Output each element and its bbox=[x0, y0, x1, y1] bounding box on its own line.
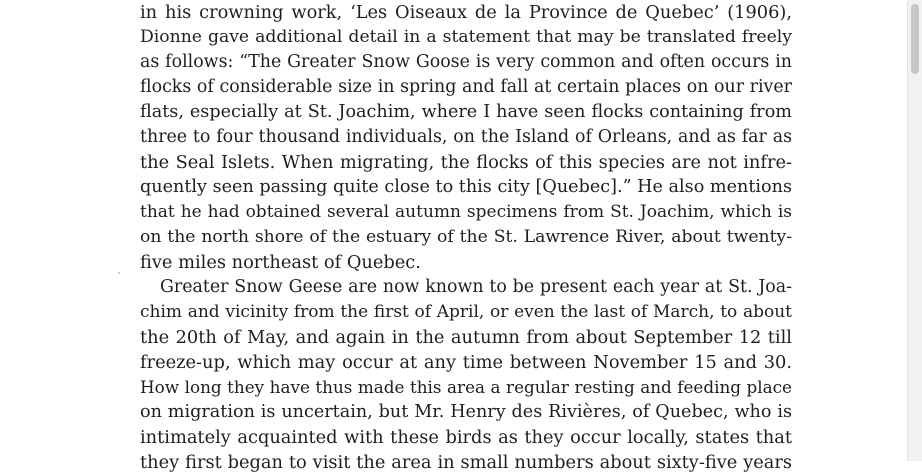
text-line: chim and vicinity from the first of April, or even the last of March, to about bbox=[140, 302, 792, 322]
text-line: in his crowning work, ‘Les Oiseaux de la Province de Quebec’ (1906), bbox=[140, 2, 792, 23]
paragraph-start-line: Greater Snow Geese are now known to be present each year at St. Joa- bbox=[160, 277, 792, 297]
paragraph-end-line: five miles northeast of Quebec. bbox=[140, 252, 421, 273]
text-line: the 20th of May, and again in the autumn from about September 12 till bbox=[140, 327, 792, 348]
text-line: the Seal Islets. When migrating, the flocks of this species are not infre- bbox=[140, 152, 792, 173]
scrollbar-thumb[interactable] bbox=[911, 4, 919, 74]
text-line: three to four thousand individuals, on the Island of Orleans, and as far as bbox=[140, 127, 792, 147]
vertical-scrollbar[interactable] bbox=[907, 0, 922, 461]
text-line: Dionne gave additional detail in a statement that may be translated freely bbox=[140, 27, 792, 47]
text-line: quently seen passing quite close to this city [Quebec].” He also mentions bbox=[140, 177, 792, 197]
margin-mark bbox=[118, 272, 120, 274]
text-line-cut-off: they first began to visit the area in small numbers about sixty-five years bbox=[140, 452, 792, 473]
text-line: flats, especially at St. Joachim, where I have seen flocks containing from bbox=[140, 102, 792, 122]
text-line: that he had obtained several autumn specimens from St. Joachim, which is bbox=[140, 202, 792, 222]
text-line: intimately acquainted with these birds as they occur locally, states that bbox=[140, 427, 792, 448]
text-line: on the north shore of the estuary of the St. Lawrence River, about twenty- bbox=[140, 227, 792, 247]
text-line: on migration is uncertain, but Mr. Henry des Rivières, of Quebec, who is bbox=[140, 402, 792, 422]
text-line: freeze-up, which may occur at any time between November 15 and 30. bbox=[140, 352, 792, 373]
document-page bbox=[140, 0, 792, 473]
text-line: as follows: “The Greater Snow Goose is very common and often occurs in bbox=[140, 52, 792, 72]
text-line: flocks of considerable size in spring and fall at certain places on our river bbox=[140, 77, 792, 97]
text-line: How long they have thus made this area a regular resting and feeding place bbox=[140, 377, 792, 397]
